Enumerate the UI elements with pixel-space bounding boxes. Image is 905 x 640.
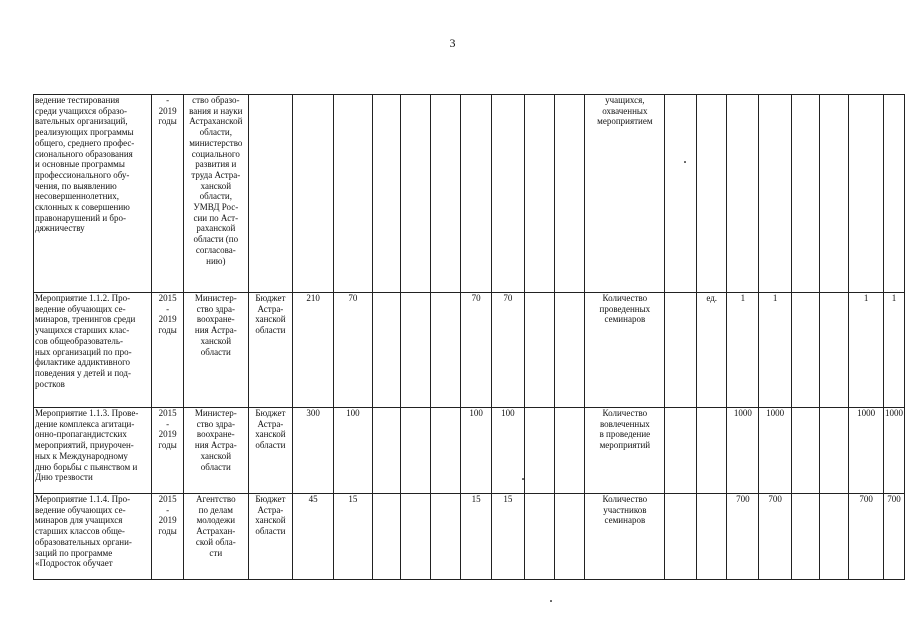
funding-value-cell: 70: [334, 293, 373, 408]
indicator-cell-line: семинаров: [604, 314, 646, 325]
indicator-cell-line: Количество: [602, 408, 648, 418]
period-cell-line: -: [166, 95, 170, 105]
executor-cell-line: труда Астра-: [191, 169, 241, 180]
funding-value-cell: 70: [461, 293, 492, 408]
funding-value-cell: [524, 408, 554, 494]
funding-value-cell: 100: [491, 408, 524, 494]
measure-name-cell-line: учащихся старших клас-: [35, 325, 130, 336]
measure-name-cell-line: реализующих программы: [35, 127, 134, 138]
funding-source-cell: [248, 293, 292, 408]
measure-name-cell-line: ростков: [35, 378, 65, 389]
indicator-cell-line: учащихся,: [605, 95, 645, 105]
period-cell-line: 2019: [158, 314, 177, 325]
measure-name-cell-line: дение комплекса агитаци-: [35, 418, 135, 429]
indicator-value-cell: [820, 293, 849, 408]
executor-cell: [183, 293, 248, 408]
indicator-value-cell: [697, 408, 727, 494]
funding-value-cell: [372, 494, 400, 580]
table-body: [34, 95, 905, 580]
indicator-value-cell: 700: [884, 494, 905, 580]
indicator-value-cell: [849, 95, 884, 293]
funding-source-cell-line: ханской: [255, 515, 286, 526]
measure-name-cell-line: ведение тестирования: [35, 95, 120, 105]
funding-value-cell: 15: [461, 494, 492, 580]
measure-name-cell-line: сионального образования: [35, 148, 133, 159]
period-cell-line: годы: [158, 440, 177, 451]
period-cell-line: годы: [158, 526, 177, 537]
executor-cell-line: ния Астра-: [194, 325, 237, 336]
funding-value-cell: [430, 494, 460, 580]
executor-cell-line: УМВД Рос-: [193, 202, 239, 213]
measure-name-cell-line: Дню трезвости: [35, 472, 93, 483]
measure-name-cell: [34, 95, 152, 293]
measure-name-cell-line: заций по программе: [35, 547, 113, 558]
indicator-cell-line: мероприятий: [599, 440, 651, 451]
indicator-value-cell: [820, 408, 849, 494]
executor-cell-line: ство здра-: [196, 418, 235, 429]
indicator-cell-line: семинаров: [604, 515, 646, 526]
indicator-value-cell: 1000: [727, 408, 759, 494]
measure-name-cell-line: сов общеобразователь-: [35, 335, 123, 346]
executor-cell-line: Астраханской: [189, 116, 243, 127]
funding-source-cell-line: Бюджет: [255, 293, 286, 303]
executor-cell-line: воохране-: [196, 429, 235, 440]
funding-value-cell: [430, 293, 460, 408]
period-cell-line: 2015: [158, 293, 177, 303]
executor-cell-line: развития и: [195, 159, 237, 170]
funding-source-cell-line: ханской: [255, 314, 286, 325]
indicator-cell-line: охваченных: [602, 105, 648, 116]
funding-value-cell: 70: [491, 293, 524, 408]
table-row: [34, 494, 905, 580]
measure-name-cell-line: ных к Международному: [35, 450, 128, 461]
funding-value-cell: [524, 494, 554, 580]
indicator-value-cell: 1: [849, 293, 884, 408]
funding-value-cell: [372, 95, 400, 293]
indicator-cell: [585, 95, 665, 293]
executor-cell-line: Министер-: [194, 408, 237, 418]
indicator-value-cell: 1: [727, 293, 759, 408]
executor-cell-line: ния Астра-: [194, 440, 237, 451]
indicator-value-cell: [727, 95, 759, 293]
period-cell: [152, 408, 184, 494]
indicator-value-cell: 1: [759, 293, 791, 408]
indicator-value-cell: [820, 494, 849, 580]
table-row: [34, 293, 905, 408]
indicator-value-cell: ед.: [697, 293, 727, 408]
indicator-value-cell: 700: [727, 494, 759, 580]
executor-cell-line: министерство: [189, 137, 243, 148]
funding-source-cell-line: области: [255, 526, 286, 537]
measure-name-cell-line: дяжничеству: [35, 223, 85, 234]
funding-value-cell: 45: [293, 494, 334, 580]
measure-name-cell-line: профессионального обу-: [35, 169, 130, 180]
indicator-value-cell: [665, 408, 697, 494]
funding-source-cell-line: Бюджет: [255, 494, 286, 504]
indicator-value-cell: [759, 95, 791, 293]
funding-source-cell-line: Бюджет: [255, 408, 286, 418]
indicator-value-cell: [697, 95, 727, 293]
period-cell-line: 2015: [158, 408, 177, 418]
executor-cell-line: области: [200, 346, 231, 357]
indicator-cell-line: Количество: [602, 293, 648, 303]
executor-cell-line: нию): [206, 255, 226, 266]
measure-name-cell-line: образовательных органи-: [35, 536, 132, 547]
executor-cell: [183, 408, 248, 494]
measure-name-cell-line: и основные программы: [35, 159, 125, 170]
executor-cell-line: ство здра-: [196, 303, 235, 314]
funding-value-cell: [400, 408, 430, 494]
funding-value-cell: 100: [461, 408, 492, 494]
measure-name-cell-line: склонных к совершению: [35, 202, 130, 213]
indicator-value-cell: [791, 494, 820, 580]
measure-name-cell-line: вательных организаций,: [35, 116, 128, 127]
executor-cell-line: области: [200, 461, 231, 472]
page-number: 3: [449, 36, 456, 50]
indicator-value-cell: [665, 293, 697, 408]
funding-value-cell: [461, 95, 492, 293]
funding-value-cell: [555, 293, 585, 408]
indicator-value-cell: 700: [759, 494, 791, 580]
funding-value-cell: 210: [293, 293, 334, 408]
funding-value-cell: [372, 408, 400, 494]
measure-name-cell-line: ных организаций по про-: [35, 346, 132, 357]
funding-value-cell: [555, 408, 585, 494]
funding-value-cell: [372, 293, 400, 408]
indicator-value-cell: 1000: [849, 408, 884, 494]
indicator-cell-line: в проведение: [599, 429, 651, 440]
period-cell-line: годы: [158, 325, 177, 336]
indicator-value-cell: [791, 293, 820, 408]
period-cell: [152, 95, 184, 293]
funding-source-cell-line: области: [255, 440, 286, 451]
funding-value-cell: [400, 95, 430, 293]
measure-name-cell-line: Мероприятие 1.1.3. Прове-: [35, 408, 139, 418]
indicator-value-cell: [820, 95, 849, 293]
measure-name-cell-line: ведение обучающих се-: [35, 303, 126, 314]
funding-value-cell: 100: [334, 408, 373, 494]
period-cell-line: 2015: [158, 494, 177, 504]
executor-cell-line: раханской: [196, 223, 236, 234]
funding-value-cell: [524, 293, 554, 408]
funding-source-cell: [248, 494, 292, 580]
funding-source-cell-line: ханской: [255, 429, 286, 440]
indicator-value-cell: 1: [884, 293, 905, 408]
executor-cell-line: по делам: [198, 504, 233, 515]
executor-cell-line: ской обла-: [195, 536, 236, 547]
measure-name-cell: [34, 293, 152, 408]
funding-source-cell-line: Астра-: [257, 303, 284, 314]
measure-name-cell-line: чения, по выявлению: [35, 180, 117, 191]
period-cell-line: 2019: [158, 105, 177, 116]
measure-name-cell-line: ведение обучающих се-: [35, 504, 126, 515]
funding-source-cell: [248, 408, 292, 494]
funding-value-cell: [334, 95, 373, 293]
indicator-value-cell: [665, 95, 697, 293]
executor-cell-line: социального: [191, 148, 240, 159]
executor-cell-line: Агентство: [196, 494, 236, 504]
indicator-value-cell: [791, 95, 820, 293]
executor-cell-line: ханской: [200, 450, 232, 461]
measure-name-cell-line: минаров для учащихся: [35, 515, 123, 526]
funding-value-cell: [430, 408, 460, 494]
period-cell-line: -: [166, 504, 170, 515]
funding-value-cell: [555, 494, 585, 580]
measure-name-cell-line: поведения у детей и под-: [35, 367, 132, 378]
table-row: [34, 408, 905, 494]
executor-cell-line: ханской: [200, 180, 232, 191]
executor-cell-line: Астрахан-: [196, 526, 236, 537]
executor-cell: [183, 494, 248, 580]
executor-cell-line: сии по Аст-: [193, 212, 239, 223]
measure-name-cell-line: филактике аддиктивного: [35, 357, 131, 368]
indicator-cell: [585, 494, 665, 580]
funding-source-cell: [248, 95, 292, 293]
funding-value-cell: [524, 95, 554, 293]
funding-value-cell: [555, 95, 585, 293]
program-table: [33, 94, 905, 580]
indicator-value-cell: [884, 95, 905, 293]
funding-source-cell-line: Астра-: [257, 418, 284, 429]
executor-cell: [183, 95, 248, 293]
executor-cell-line: вания и науки: [189, 105, 243, 116]
measure-name-cell-line: онно-пропагандистских: [35, 429, 127, 440]
indicator-cell: [585, 408, 665, 494]
period-cell: [152, 293, 184, 408]
indicator-value-cell: 700: [849, 494, 884, 580]
executor-cell-line: области (по: [193, 234, 239, 245]
measure-name-cell-line: «Подросток обучает: [35, 558, 113, 569]
table-row: [34, 95, 905, 293]
funding-value-cell: [400, 494, 430, 580]
funding-source-cell-line: области: [255, 325, 286, 336]
funding-value-cell: [400, 293, 430, 408]
period-cell-line: 2019: [158, 515, 177, 526]
executor-cell-line: молодежи: [196, 515, 236, 526]
measure-name-cell-line: старших классов обще-: [35, 526, 125, 537]
measure-name-cell: [34, 408, 152, 494]
funding-value-cell: [430, 95, 460, 293]
executor-cell-line: Министер-: [194, 293, 237, 303]
indicator-cell-line: вовлеченных: [599, 418, 650, 429]
executor-cell-line: области,: [199, 191, 232, 202]
measure-name-cell-line: Мероприятие 1.1.2. Про-: [35, 293, 131, 303]
period-cell-line: -: [166, 418, 170, 429]
executor-cell-line: согласова-: [195, 244, 236, 255]
period-cell-line: -: [166, 303, 170, 314]
indicator-cell: [585, 293, 665, 408]
executor-cell-line: ство образо-: [192, 95, 240, 105]
indicator-value-cell: 1000: [884, 408, 905, 494]
funding-value-cell: [491, 95, 524, 293]
measure-name-cell-line: среди учащихся образо-: [35, 105, 127, 116]
measure-name-cell-line: правонарушений и бро-: [35, 212, 126, 223]
funding-value-cell: 300: [293, 408, 334, 494]
indicator-cell-line: проведенных: [599, 303, 651, 314]
measure-name-cell: [34, 494, 152, 580]
funding-value-cell: [293, 95, 334, 293]
measure-name-cell-line: дню борьбы с пьянством и: [35, 461, 138, 472]
indicator-value-cell: 1000: [759, 408, 791, 494]
executor-cell-line: воохране-: [196, 314, 235, 325]
executor-cell-line: области,: [199, 127, 232, 138]
period-cell: [152, 494, 184, 580]
measure-name-cell-line: минаров, тренингов среди: [35, 314, 136, 325]
funding-source-cell-line: Астра-: [257, 504, 284, 515]
indicator-cell-line: участников: [603, 504, 647, 515]
measure-name-cell-line: Мероприятие 1.1.4. Про-: [35, 494, 131, 504]
indicator-cell-line: мероприятием: [597, 116, 653, 127]
executor-cell-line: сти: [209, 547, 223, 558]
indicator-value-cell: [665, 494, 697, 580]
funding-value-cell: 15: [334, 494, 373, 580]
measure-name-cell-line: мероприятий, приурочен-: [35, 440, 134, 451]
indicator-cell-line: Количество: [602, 494, 648, 504]
indicator-value-cell: [697, 494, 727, 580]
measure-name-cell-line: несовершеннолетних,: [35, 191, 119, 202]
executor-cell-line: ханской: [200, 335, 232, 346]
period-cell-line: 2019: [158, 429, 177, 440]
period-cell-line: годы: [158, 116, 177, 127]
funding-value-cell: 15: [491, 494, 524, 580]
measure-name-cell-line: общего, среднего профес-: [35, 137, 135, 148]
indicator-value-cell: [791, 408, 820, 494]
